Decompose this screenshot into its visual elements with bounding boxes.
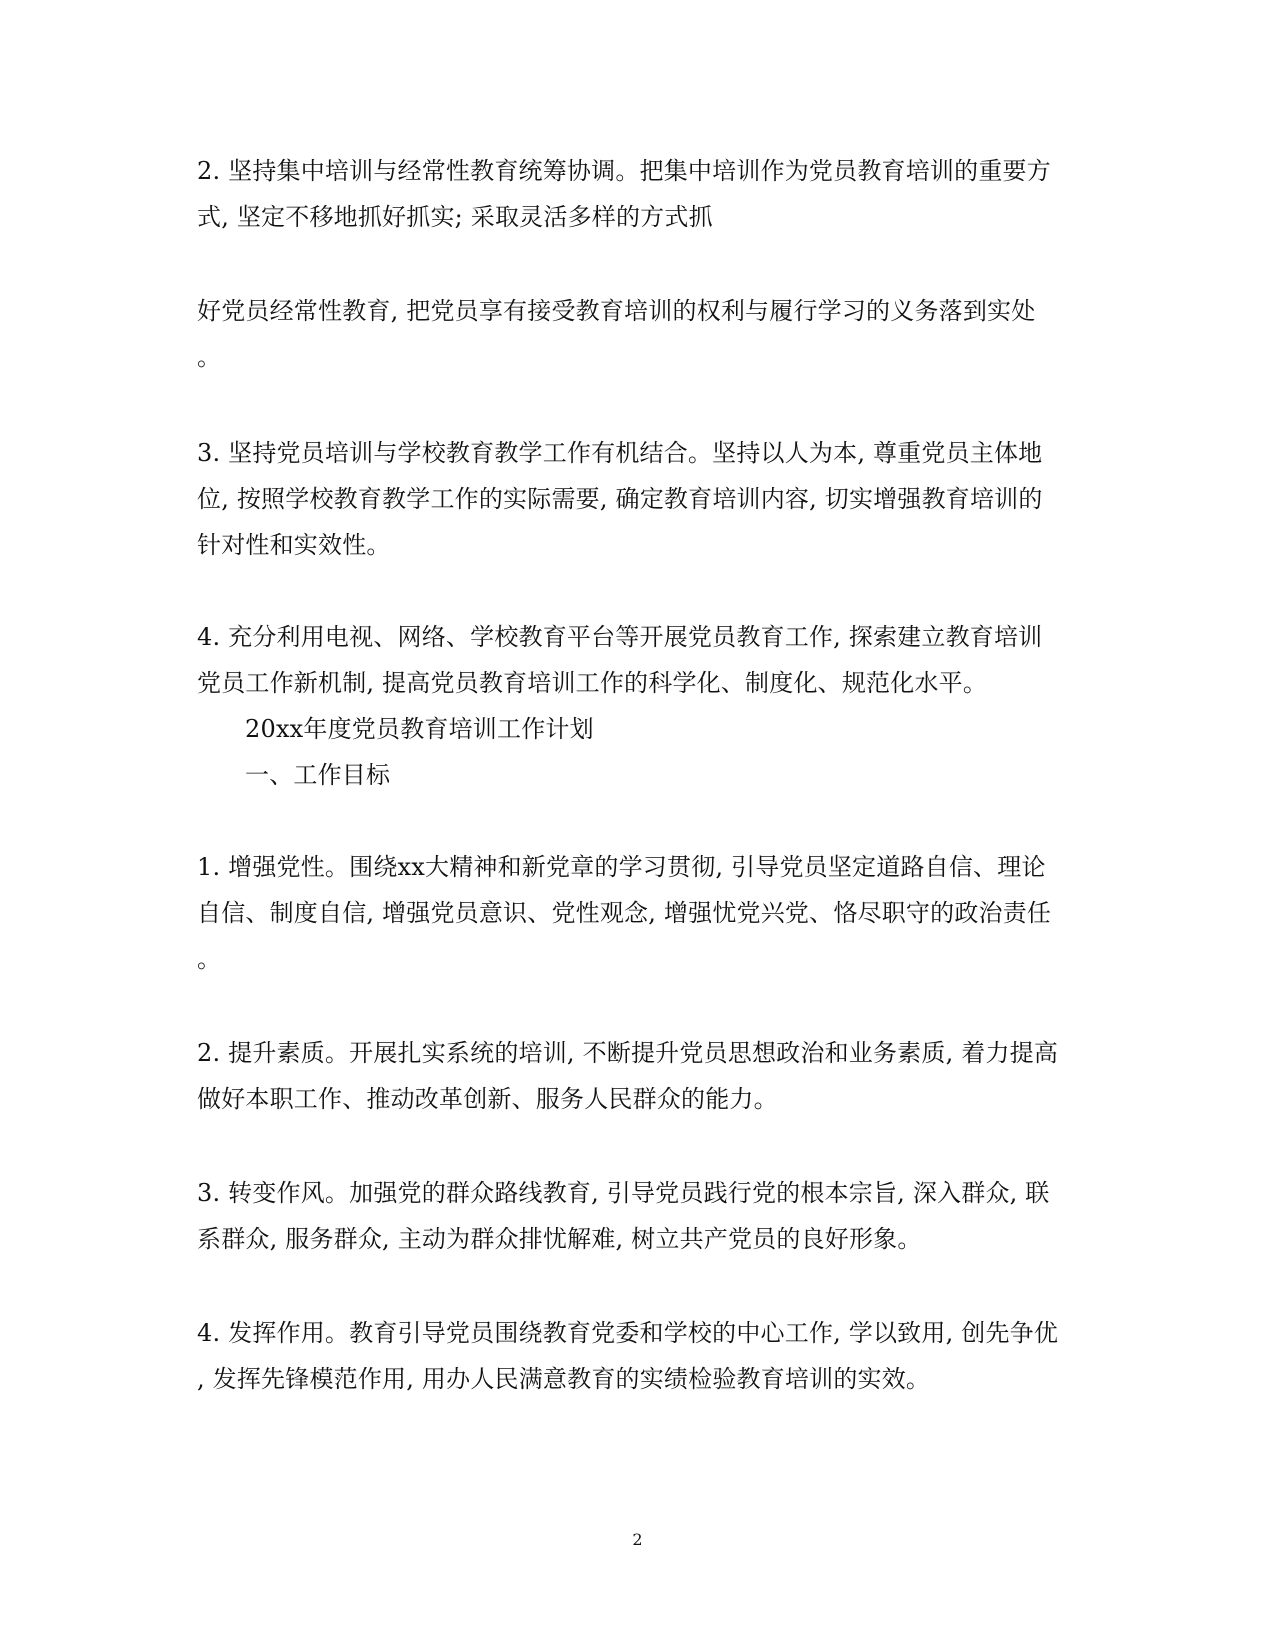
section-title: 20xx年度党员教育培训工作计划 <box>245 715 594 743</box>
text-line: 系群众, 服务群众, 主动为群众排忧解难, 树立共产党员的良好形象。 <box>197 1225 922 1253</box>
text-line: 3. 坚持党员培训与学校教育教学工作有机结合。坚持以人为本, 尊重党员主体地 <box>197 439 1043 467</box>
page-number: 2 <box>632 1530 643 1549</box>
text-line: 1. 增强党性。围绕xx大精神和新党章的学习贯彻, 引导党员坚定道路自信、理论 <box>197 853 1046 881</box>
text-line: 。 <box>197 343 222 371</box>
text-line: 2. 坚持集中培训与经常性教育统筹协调。把集中培训作为党员教育培训的重要方 <box>197 157 1051 185</box>
text-line: 式, 坚定不移地抓好抓实; 采取灵活多样的方式抓 <box>197 203 713 231</box>
text-line: 自信、制度自信, 增强党员意识、党性观念, 增强忧党兴党、恪尽职守的政治责任 <box>197 899 1052 927</box>
text-line: 针对性和实效性。 <box>197 531 391 559</box>
text-line: 党员工作新机制, 提高党员教育培训工作的科学化、制度化、规范化水平。 <box>197 669 988 697</box>
text-line: 2. 提升素质。开展扎实系统的培训, 不断提升党员思想政治和业务素质, 着力提高 <box>197 1039 1059 1067</box>
text-line: 做好本职工作、推动改革创新、服务人民群众的能力。 <box>197 1085 778 1113</box>
section-heading: 一、工作目标 <box>245 761 391 789</box>
text-line: , 发挥先锋模范作用, 用办人民满意教育的实绩检验教育培训的实效。 <box>197 1365 931 1393</box>
text-line: 好党员经常性教育, 把党员享有接受教育培训的权利与履行学习的义务落到实处 <box>197 297 1036 325</box>
text-line: 3. 转变作风。加强党的群众路线教育, 引导党员践行党的根本宗旨, 深入群众, 联 <box>197 1179 1050 1207</box>
text-line: 4. 发挥作用。教育引导党员围绕教育党委和学校的中心工作, 学以致用, 创先争优 <box>197 1319 1059 1347</box>
text-line: 位, 按照学校教育教学工作的实际需要, 确定教育培训内容, 切实增强教育培训的 <box>197 485 1043 513</box>
text-line: 4. 充分利用电视、网络、学校教育平台等开展党员教育工作, 探索建立教育培训 <box>197 623 1043 651</box>
text-line: 。 <box>197 945 222 973</box>
